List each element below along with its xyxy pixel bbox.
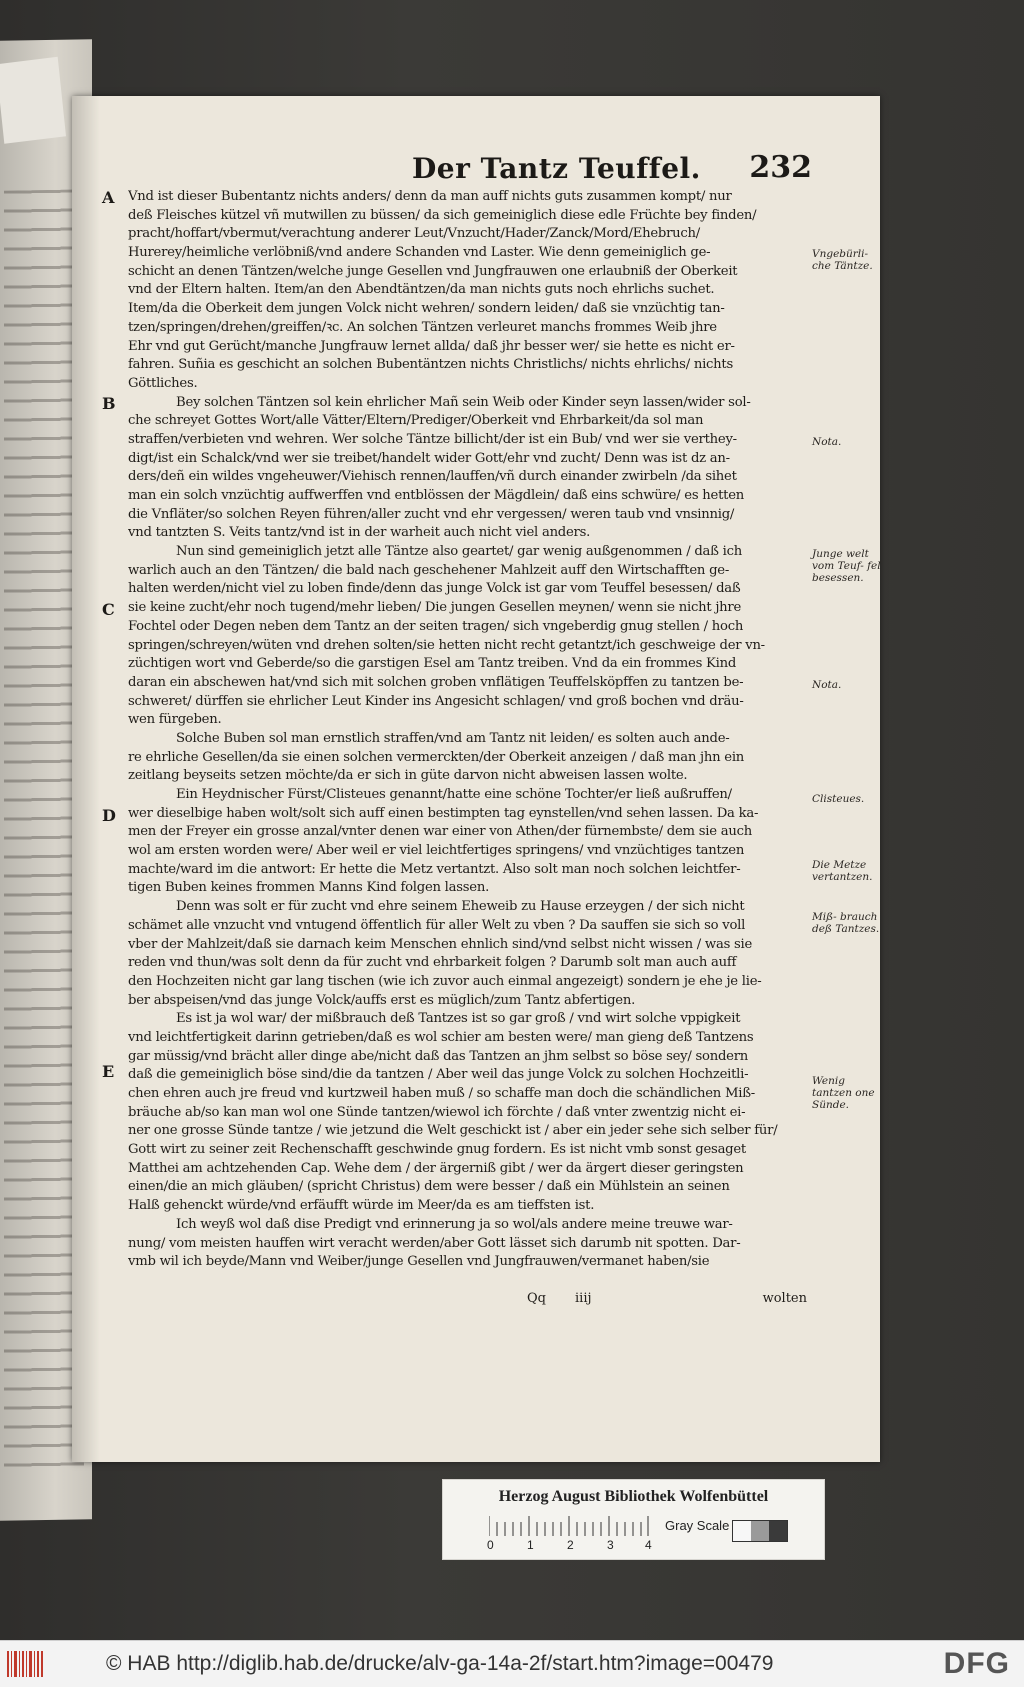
text-line: digt/ist ein Schalck/vnd wer sie treibet/handelt wider Gott/ehr vnd zucht/ Denn was ist dz an- xyxy=(128,450,730,466)
text-line: Halß gehenckt würde/vnd erfäufft würde im Meer/da es am tieffsten ist. xyxy=(128,1198,595,1214)
text-line: ber abspeisen/vnd das junge Volck/auffs erst es müglich/zum Tantz abfertigen. xyxy=(128,992,636,1008)
text-line: vnd der Eltern halten. Item/an den Abendtäntzen/da man nichts guts noch ehrlichs suchet. xyxy=(128,282,715,298)
book-page xyxy=(72,96,880,1462)
marginal-note: Nota. xyxy=(812,436,842,448)
signature-mark: Qq xyxy=(527,1291,546,1306)
folio-number: 232 xyxy=(749,150,812,185)
text-line: bräuche ab/so kan man wol one Sünde tantzen/wiewol ich förchte / daß vnter zwentzig nicht ei- xyxy=(128,1104,746,1120)
running-title: Der Tantz Teuffel. xyxy=(412,152,701,185)
text-line: Fochtel oder Degen neben dem Tantz an der seiten tragen/ sich vngeberdig gnug stellen / hoch xyxy=(128,618,744,634)
text-line: Ein Heydnischer Fürst/Clisteues genannt/hatte eine schöne Tochter/er ließ außruffen/ xyxy=(176,787,732,802)
text-line: straffen/verbieten vnd wehren. Wer solche Täntze billicht/der ist ein Bub/ vnd wer sie verthey- xyxy=(128,431,737,447)
text-line: Gott wirt zu seiner zeit Rechenschafft geschwinde gnug fordern. Es ist nicht vmb sonst gesaget xyxy=(128,1142,746,1158)
text-line: halten werden/nicht viel zu loben finde/denn das junge Volck ist gar vom Teuffel besessen/ daß xyxy=(128,581,741,597)
scale-number: 2 xyxy=(567,1538,574,1552)
library-name: Herzog August Bibliothek Wolfenbüttel xyxy=(498,1488,769,1505)
text-line: springen/schreyen/wüten vnd drehen solten/sie hetten nicht recht getantzt/ich geschweige der vn- xyxy=(128,637,765,653)
text-line: Item/da die Oberkeit dem jungen Volck nicht wehren/ sondern leiden/ daß sie vnzüchtig tan- xyxy=(128,301,725,317)
text-line: tigen Buben keines frommen Manns Kind folgen lassen. xyxy=(128,880,490,896)
page-foot xyxy=(527,1291,807,1311)
text-line: wer dieselbige haben wolt/solt sich auff einen bestimpten tag eynstellen/vnd sehen lassen. Da ka- xyxy=(128,805,759,821)
text-line: deß Fleisches kützel vñ mutwillen zu büssen/ da sich gemeiniglich diese edle Früchte bey finden/ xyxy=(128,207,757,223)
text-line: men der Freyer ein grosse anzal/vnter denen war einer von Athen/der fürnembste/ dem sie auch xyxy=(128,824,752,840)
marginal-note: Clisteues. xyxy=(812,793,865,805)
text-line: Solche Buben sol man ernstlich straffen/vnd am Tantz nit leiden/ es solten auch ande- xyxy=(176,730,730,746)
marginal-note: Nota. xyxy=(812,679,842,691)
text-line: zeitlang beyseits setzen möchte/da er sich in güte darvon nicht abweisen lassen wolte. xyxy=(128,768,688,784)
text-line: ner one grosse Sünde tantze / wie jetzund die Welt geschickt ist / aber ein jeder sehe sich selber für/ xyxy=(128,1123,778,1139)
text-line: che schreyet Gottes Wort/alle Vätter/Eltern/Prediger/Oberkeit vnd Ehrbarkeit/da sol man xyxy=(128,413,704,429)
section-letter-a: A xyxy=(102,188,115,207)
text-line: machte/ward im die antwort: Er hette die Metz vertantzt. Also solt man noch solchen leichtfer- xyxy=(128,861,741,877)
marginal-note: Junge welt vom Teuf- fel besessen. xyxy=(812,548,881,584)
copyright-link[interactable]: © HAB http://diglib.hab.de/drucke/alv-ga-14a-2f/start.htm?image=00479 xyxy=(106,1652,774,1675)
section-letter-e: E xyxy=(102,1062,115,1081)
text-line: wol am ersten worden were/ Aber weil er viel leichtfertiges springens/ vnd vnzüchtiges tantzen xyxy=(128,843,745,859)
text-line: züchtigen wort vnd Geberde/so die garstigen Esel am Tantz treiben. Vnd da ein frommes Kind xyxy=(128,656,737,672)
section-letter-d: D xyxy=(102,806,116,825)
text-line: Vnd ist dieser Bubentantz nichts anders/ denn da man auff nichts guts zusammen kompt/ nur xyxy=(128,189,732,204)
text-line: wen fürgeben. xyxy=(128,712,222,728)
text-line: chen ehren auch jre freud vnd kurtzweil haben muß / so schaffe man doch die schändlichen Miß- xyxy=(128,1086,755,1101)
text-line: Nun sind gemeiniglich jetzt alle Täntze also geartet/ gar wenig außgenommen / daß ich xyxy=(176,544,742,560)
barcode-icon xyxy=(6,1649,46,1679)
marginal-note: Vngebürli- che Täntze. xyxy=(812,248,873,272)
text-line: Denn was solt er für zucht vnd ehre seinem Eheweib zu Hause erzeygen / der sich nicht xyxy=(176,899,745,915)
text-line: tzen/springen/drehen/greiffen/ꝛc. An solchen Täntzen verleuret manchs frommes Weib jhre xyxy=(128,319,717,335)
text-line: warlich auch an den Täntzen/ die bald nach geschehener Mahlzeit auff den Wirtschafften ge- xyxy=(128,562,730,578)
gray-swatch-mid xyxy=(751,1521,769,1541)
gray-scale-swatches xyxy=(732,1520,788,1542)
text-line: vnd leichtfertigkeit darinn getrieben/daß es wol schier am besten were/ man gieng deß Tantzens xyxy=(128,1029,754,1045)
page-header xyxy=(342,148,822,188)
gray-scale-label: Gray Scale xyxy=(665,1518,730,1533)
text-line: nung/ vom meisten hauffen wirt veracht werden/aber Gott lässet sich darumb nit spotten. Dar- xyxy=(128,1235,741,1251)
scale-number: 0 xyxy=(487,1538,494,1552)
text-line: sie keine zucht/ehr noch tugend/mehr lieben/ Die jungen Gesellen meynen/ wenn sie nicht jhre xyxy=(128,600,742,616)
text-line: den Hochzeiten nicht gar lang tischen (wie ich zuvor auch einmal angezeigt) sondern je ehe je lie- xyxy=(128,973,762,989)
text-line: daran ein abschewen hat/vnd sich mit solchen groben vnflätigen Teuffelsköpffen zu tantzen be- xyxy=(128,674,744,690)
text-line: Bey solchen Täntzen sol kein ehrlicher Mañ sein Weib oder Kinder seyn lassen/wider sol- xyxy=(176,394,751,410)
text-line: schämet alle vnzucht vnd vntugend öffentlich für aller Welt zu vben ? Da sauffen sie sich so voll xyxy=(128,917,746,933)
gray-swatch-dark xyxy=(769,1521,787,1541)
text-line: Hurerey/heimliche verlöbniß/vnd andere Schanden vnd Laster. Wie denn gemeiniglich ge- xyxy=(128,245,711,261)
previous-page-corner xyxy=(0,57,66,144)
dfg-logo: DFG xyxy=(943,1647,1010,1680)
text-line: schweret/ dürffen sie ehrlicher Leut Kinder ins Angesicht schlagen/ vnd groß bochen vnd dräu- xyxy=(128,693,744,709)
text-line: die Vnfläter/so solchen Reyen führen/aller zucht vnd ehr vergessen/ weren taub vnd vnsinnig/ xyxy=(128,506,735,522)
gray-swatch-white xyxy=(733,1521,751,1541)
text-line: Göttliches. xyxy=(128,375,198,391)
text-line: Es ist ja wol war/ der mißbrauch deß Tantzes ist so gar groß / vnd wirt solche vppigkeit xyxy=(176,1011,741,1027)
text-line: Ehr vnd gut Gerücht/manche Jungfrauw lernet allda/ daß jhr besser wer/ sie hette es nicht er- xyxy=(128,338,735,354)
viewer-footer xyxy=(0,1640,1024,1687)
text-line: vnd tantzten S. Veits tantz/vnd ist in der warheit auch nicht viel anders. xyxy=(128,525,591,541)
text-line: fahren. Suñia es geschicht an solchen Bubentäntzen nichts Christlichs/ nichts ehrlichs/ nichts xyxy=(128,357,733,373)
text-line: vber der Mahlzeit/daß sie darnach keim Menschen ehnlich sind/vnd selbst nicht wissen / was sie xyxy=(128,936,753,952)
text-line: ders/deñ ein wildes vngeheuwer/Viehisch rennen/lauffen/vñ durch einander zwirbeln /da sihet xyxy=(128,469,737,485)
signature-number: iiij xyxy=(575,1291,592,1306)
scale-numbers xyxy=(487,1538,657,1554)
marginal-note: Die Metze vertantzen. xyxy=(812,859,873,883)
text-line: pracht/hoffart/vbermut/verachtung anderer Leut/Vnzucht/Hader/Zanck/Mord/Ehebruch/ xyxy=(128,226,700,242)
scale-number: 4 xyxy=(645,1538,652,1552)
marginal-note: Miß- brauch deß Tantzes. xyxy=(812,911,880,935)
text-line: gar müssig/vnd brächt aller dinge abe/nicht daß das Tantzen an jhm selbst so böse sey/ sondern xyxy=(128,1048,749,1064)
marginal-note: Wenig tantzen one Sünde. xyxy=(812,1075,875,1111)
scale-ruler xyxy=(489,1516,649,1536)
color-reference-card xyxy=(442,1479,825,1560)
text-line: einen/die an mich gläuben/ (spricht Christus) dem were besser / daß ein Mühlstein an seinen xyxy=(128,1179,730,1195)
catchword: wolten xyxy=(762,1291,807,1306)
text-line: reden vnd thun/was solt denn da für zucht vnd ehrbarkeit folgen ? Darumb solt man auch auff xyxy=(128,955,737,971)
section-letter-b: B xyxy=(102,394,116,413)
text-line: Matthei am achtzehenden Cap. Wehe dem / der ärgerniß gibt / wer da ärgert dieser geringsten xyxy=(128,1160,744,1176)
text-line: schicht an denen Täntzen/welche junge Gesellen vnd Jungfrauwen one erlaubniß der Oberkeit xyxy=(128,263,738,279)
text-line: vmb wil ich beyde/Mann vnd Weiber/junge Gesellen vnd Jungfrauwen/vermanet haben/sie xyxy=(128,1254,710,1270)
scale-number: 3 xyxy=(607,1538,614,1552)
body-text xyxy=(128,188,808,1272)
text-line: man ein solch vnzüchtig auffwerffen vnd entblössen der Mägdlein/ daß eins schwüre/ es hetten xyxy=(128,488,745,503)
section-letter-c: C xyxy=(102,600,115,619)
scale-number: 1 xyxy=(527,1538,534,1552)
text-line: daß die gemeiniglich böse sind/die da tantzen / Aber weil das junge Volck zu solchen Hochzeitli- xyxy=(128,1067,749,1083)
text-line: Ich weyß wol daß dise Predigt vnd erinnerung ja so wol/als andere meine treuwe war- xyxy=(176,1216,733,1232)
text-line: re ehrliche Gesellen/da sie einen solchen vermerckten/der Oberkeit anzeigen / daß man jhn ein xyxy=(128,749,745,765)
